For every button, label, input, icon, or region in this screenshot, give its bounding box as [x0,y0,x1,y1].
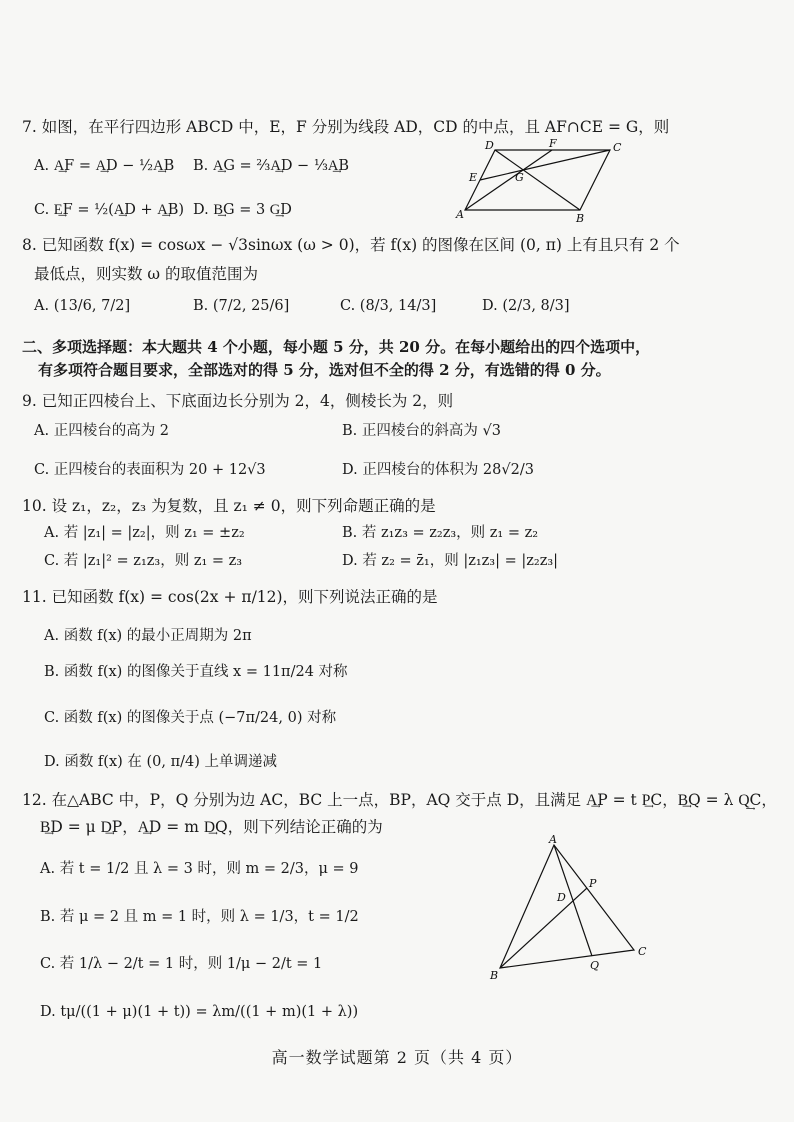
fig12-label-a: A [549,833,557,846]
q7-stem: 7. 如图，在平行四边形 ABCD 中，E，F 分别为线段 AD，CD 的中点，且 AF∩CE = G，则 [22,118,670,136]
q12-option-a: A. 若 t = 1/2 且 λ = 3 时，则 m = 2/3，μ = 9 [40,861,359,877]
q10-stem: 10. 设 z₁，z₂，z₃ 为复数，且 z₁ ≠ 0，则下列命题正确的是 [22,497,436,515]
fig7-label-g: G [515,171,524,184]
fig7-label-d: D [485,139,494,152]
q10-option-c: C. 若 |z₁|² = z₁z₃，则 z₁ = z₃ [44,553,243,569]
q7-option-a: A. A͢F = A͢D − ½A͢B [34,158,175,174]
section2-heading-line2: 有多项符合题目要求，全部选对的得 5 分，选对但不全的得 2 分，有选错的得 0 分。 [38,361,611,379]
fig7-label-f: F [549,138,557,150]
q10-option-a: A. 若 |z₁| = |z₂|，则 z₁ = ±z₂ [44,525,245,541]
q12-option-d: D. tμ/((1 + μ)(1 + t)) = λm/((1 + m)(1 + λ)) [40,1004,359,1020]
q12-triangle-figure [482,833,662,983]
q10-option-d: D. 若 z₂ = z̄₁，则 |z₁z₃| = |z₂z₃| [342,553,559,569]
fig12-label-c: C [638,945,647,958]
fig12-label-p: P [589,877,597,890]
section2-heading-line1: 二、多项选择题：本大题共 4 个小题，每小题 5 分，共 20 分。在每小题给出的四个选项中， [22,338,651,356]
q8-option-b: B. (7/2, 25/6] [193,298,290,314]
q8-option-d: D. (2/3, 8/3] [482,298,570,314]
q9-option-a: A. 正四棱台的高为 2 [34,423,170,439]
q12-stem-line1: 12. 在△ABC 中，P，Q 分别为边 AC，BC 上一点，BP，AQ 交于点 D，且满足 A͢P = t P͢C，B͢Q = λ Q͢C， [22,791,777,809]
fig7-label-a: A [456,208,464,221]
q8-option-c: C. (8/3, 14/3] [340,298,437,314]
segment-bp [500,888,587,968]
q9-option-d: D. 正四棱台的体积为 28√2/3 [342,462,534,478]
fig7-label-e: E [469,171,478,184]
q11-option-d: D. 函数 f(x) 在 (0, π/4) 上单调递减 [44,754,278,770]
page-footer: 高一数学试题第 2 页（共 4 页） [271,1048,523,1067]
q9-stem: 9. 已知正四棱台上、下底面边长分别为 2，4，侧棱长为 2，则 [22,392,454,410]
q11-option-b: B. 函数 f(x) 的图像关于直线 x = 11π/24 对称 [44,664,348,680]
q7-parallelogram-figure [455,138,645,228]
q8-option-a: A. (13/6, 7/2] [34,298,131,314]
fig12-label-q: Q [590,959,600,972]
q7-option-b: B. A͢G = ⅔A͢D − ⅓A͢B [193,158,349,174]
q12-option-c: C. 若 1/λ − 2/t = 1 时，则 1/μ − 2/t = 1 [40,956,323,972]
fig12-label-d: D [557,891,566,904]
q11-option-c: C. 函数 f(x) 的图像关于点 (−7π/24, 0) 对称 [44,710,337,726]
q12-stem-line2: B͢D = μ D͢P，A͢D = m D͢Q，则下列结论正确的为 [40,818,383,836]
q8-stem-line1: 8. 已知函数 f(x) = cosωx − √3sinωx (ω > 0)，若 f(x) 的图像在区间 (0, π) 上有且只有 2 个 [22,236,680,254]
q9-option-c: C. 正四棱台的表面积为 20 + 12√3 [34,462,266,478]
q11-stem: 11. 已知函数 f(x) = cos(2x + π/12)，则下列说法正确的是 [22,588,438,606]
q12-option-b: B. 若 μ = 2 且 m = 1 时，则 λ = 1/3，t = 1/2 [40,909,359,925]
fig7-label-c: C [613,141,622,154]
q11-option-a: A. 函数 f(x) 的最小正周期为 2π [44,628,252,644]
q9-option-b: B. 正四棱台的斜高为 √3 [342,423,501,439]
q7-option-d: D. B͢G = 3 G͢D [193,202,292,218]
fig7-label-b: B [576,212,585,225]
q10-option-b: B. 若 z₁z₃ = z₂z₃，则 z₁ = z₂ [342,525,539,541]
q7-option-c: C. E͢F = ½(A͢D + A͢B) [34,202,185,218]
q8-stem-line2: 最低点，则实数 ω 的取值范围为 [34,265,258,283]
fig12-label-b: B [490,969,499,982]
